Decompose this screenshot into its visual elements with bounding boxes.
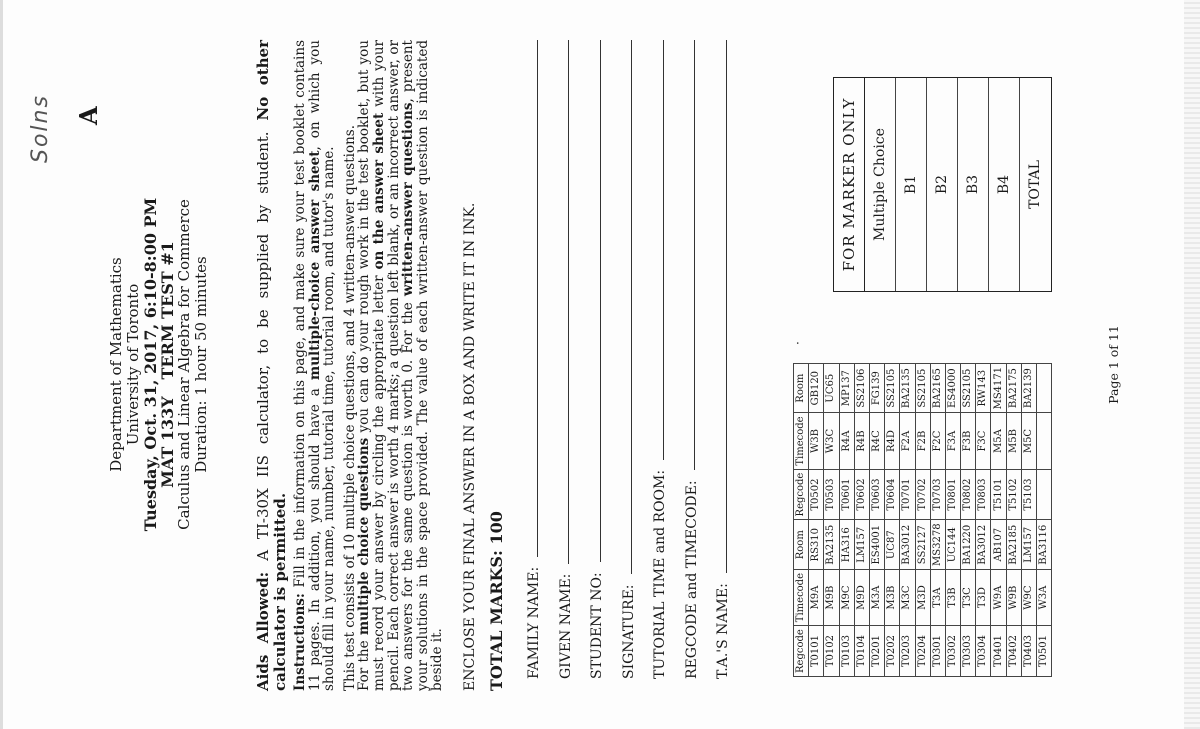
table-row: [915, 363, 930, 676]
table-cell: ES4000: [945, 363, 960, 413]
table-cell: T0701: [900, 469, 915, 520]
total-marks: TOTAL MARKS: 100: [486, 511, 506, 691]
table-row: [885, 363, 900, 676]
table-cell: M3B: [885, 569, 900, 625]
column-header: Room: [794, 363, 809, 413]
table-cell: BA2165: [930, 363, 945, 413]
table-cell: GB120: [809, 363, 824, 413]
table-cell: T0803: [976, 469, 991, 520]
table-row: [1021, 363, 1036, 676]
table-cell: AB107: [991, 520, 1006, 570]
table-cell: BA3012: [900, 520, 915, 570]
table-cell: R4A: [839, 413, 854, 469]
table-cell: R4B: [854, 413, 869, 469]
table-cell: FG139: [869, 363, 884, 413]
structure-bold-3: written-answer questions: [400, 102, 417, 297]
exam-header: [108, 0, 210, 729]
table-cell: T0304: [976, 626, 991, 677]
table-cell: W9A: [991, 569, 1006, 625]
table-cell: [1037, 469, 1052, 520]
table-cell: SS2127: [915, 520, 930, 570]
marker-row-total: TOTAL: [1027, 160, 1043, 209]
table-cell: F3C: [976, 413, 991, 469]
table-cell: BA2139: [1021, 363, 1036, 413]
table-cell: MP137: [839, 363, 854, 413]
column-header: Regcode: [794, 469, 809, 520]
table-cell: T0102: [824, 626, 839, 677]
ta-name-field[interactable]: [699, 40, 731, 691]
table-cell: MS4171: [991, 363, 1006, 413]
student-number-field[interactable]: [573, 40, 605, 691]
column-header: Regcode: [794, 626, 809, 677]
answer-line: [694, 40, 695, 470]
table-cell: M9C: [839, 569, 854, 625]
answer-line: [631, 40, 632, 574]
instructions-label: Instructions:: [292, 593, 308, 691]
aids-bold: No other calculator is permitted.: [254, 40, 289, 691]
table-cell: F3A: [945, 413, 960, 469]
instructions-body: [255, 0, 731, 729]
table-cell: T0203: [900, 626, 915, 677]
table-cell: UC65: [824, 363, 839, 413]
table-cell: BA3116: [1037, 520, 1052, 570]
table-row: [869, 363, 884, 676]
table-row: [991, 363, 1006, 676]
table-cell: M9A: [809, 569, 824, 625]
table-cell: T3D: [976, 569, 991, 625]
marker-row-b2: B2: [927, 78, 958, 291]
marker-row-multiple-choice: Multiple Choice: [865, 78, 896, 291]
table-cell: BA3012: [976, 520, 991, 570]
table-cell: HA316: [839, 520, 854, 570]
table-cell: BA2175: [1006, 363, 1021, 413]
table-cell: T0802: [961, 469, 976, 520]
table-cell: T5101: [991, 469, 1006, 520]
table-row: [976, 363, 991, 676]
table-cell: RW143: [976, 363, 991, 413]
lower-section: [793, 37, 1052, 677]
table-cell: F2C: [930, 413, 945, 469]
table-cell: T0104: [854, 626, 869, 677]
tutorial-time-room-field[interactable]: [636, 40, 668, 691]
structure-text-4: , present your solutions in the space provided. The value of each written-answer question is indicated beside it.: [400, 40, 446, 691]
table-cell: BA2135: [900, 363, 915, 413]
table-row: [930, 363, 945, 676]
table-cell: T0402: [1006, 626, 1021, 677]
page-number: Page 1 of 11: [1106, 325, 1121, 404]
table-cell: M9D: [854, 569, 869, 625]
table-cell: LM157: [1021, 520, 1036, 570]
table-cell: M3A: [869, 569, 884, 625]
table-cell: SS2105: [885, 363, 900, 413]
regcode-timecode-field[interactable]: [668, 40, 700, 691]
table-cell: T3A: [930, 569, 945, 625]
test-structure: [343, 40, 445, 691]
table-cell: M3D: [915, 569, 930, 625]
table-cell: LM157: [854, 520, 869, 570]
table-cell: F2A: [900, 413, 915, 469]
table-cell: [1037, 363, 1052, 413]
table-cell: M3C: [900, 569, 915, 625]
table-cell: M9B: [824, 569, 839, 625]
handwritten-note: Solns: [28, 94, 53, 163]
table-cell: W3B: [809, 413, 824, 469]
table-cell: R4D: [885, 413, 900, 469]
enclose-instruction: ENCLOSE YOUR FINAL ANSWER IN A BOX AND WRITE IT IN INK.: [461, 202, 478, 691]
table-cell: W3C: [824, 413, 839, 469]
answer-line: [726, 40, 727, 573]
table-cell: T0204: [915, 626, 930, 677]
table-cell: R4C: [869, 413, 884, 469]
answer-line: [600, 40, 601, 562]
table-cell: T0302: [945, 626, 960, 677]
field-label: FAMILY NAME:: [526, 566, 543, 679]
field-label: STUDENT NO:: [589, 572, 606, 679]
structure-bold: multiple choice questions: [356, 437, 373, 636]
given-name-field[interactable]: [542, 40, 574, 691]
marker-title: FOR MARKER ONLY: [834, 78, 865, 291]
table-cell: T3C: [961, 569, 976, 625]
table-cell: T0503: [824, 469, 839, 520]
table-cell: [1037, 413, 1052, 469]
table-cell: T0103: [839, 626, 854, 677]
table-cell: T0602: [854, 469, 869, 520]
marker-box: [833, 77, 1052, 292]
table-body: [809, 363, 1052, 676]
table-row: [839, 363, 854, 676]
table-cell: T0303: [961, 626, 976, 677]
structure-text-3: with your pencil. Each correct answer is worth 4 marks; a question left blank, or an incorrect answer, or two answers for the same question is worth 0. For the: [370, 40, 417, 691]
table-cell: T0201: [869, 626, 884, 677]
table-cell: F2B: [915, 413, 930, 469]
table-cell: T5103: [1021, 469, 1036, 520]
duration: Duration: 1 hour 50 minutes: [192, 256, 210, 473]
table-cell: T0703: [930, 469, 945, 520]
table-cell: T0801: [945, 469, 960, 520]
test-title: MAT 133Y TERM TEST #1: [158, 241, 177, 488]
structure-line: This test consists of 10 multiple choice questions, and 4 written-answer questions.: [341, 124, 358, 691]
university: University of Toronto: [124, 283, 142, 446]
department: Department of Mathematics: [107, 257, 125, 472]
table-cell: M5C: [1021, 413, 1036, 469]
table-row: [961, 363, 976, 676]
answer-line: [663, 40, 664, 460]
marker-row-b1: B1: [896, 78, 927, 291]
table-cell: RS310: [809, 520, 824, 570]
table-cell: SS2105: [915, 363, 930, 413]
version-letter: A: [74, 106, 103, 125]
field-label: REGCODE and TIMECODE:: [683, 480, 700, 679]
column-header: Timecode: [794, 413, 809, 469]
table-row: [809, 363, 824, 676]
structure-bold-2: on the answer sheet: [370, 112, 387, 270]
marker-row-b4: B4: [989, 78, 1020, 291]
stray-mark: ·: [791, 341, 805, 345]
table-cell: UC144: [945, 520, 960, 570]
course-name: Calculus and Linear Algebra for Commerce: [175, 199, 193, 530]
table-cell: T0403: [1021, 626, 1036, 677]
table-cell: W9C: [1021, 569, 1036, 625]
table-cell: SS2106: [854, 363, 869, 413]
column-header: Timecode: [794, 569, 809, 625]
field-label: TUTORIAL TIME and ROOM:: [652, 469, 669, 679]
table-cell: BA1220: [961, 520, 976, 570]
instructions-bold: multiple-choice answer sheet: [306, 150, 323, 381]
answer-line: [537, 40, 538, 557]
student-fields: [510, 40, 731, 691]
table-row: [1006, 363, 1021, 676]
table-row: [900, 363, 915, 676]
table-cell: T0601: [839, 469, 854, 520]
table-cell: T0702: [915, 469, 930, 520]
table-cell: T0501: [1037, 626, 1052, 677]
table-cell: T3B: [945, 569, 960, 625]
table-cell: T0202: [885, 626, 900, 677]
table-row: [854, 363, 869, 676]
aids-label: Aids Allowed:: [254, 571, 272, 691]
instructions-text: Fill in the information on this page, and make sure your test booklet contains 11 pages. In addition, you should have a: [292, 40, 323, 691]
table-cell: MS3278: [930, 520, 945, 570]
table-cell: T0603: [869, 469, 884, 520]
table-cell: M5B: [1006, 413, 1021, 469]
table-cell: SS2105: [961, 363, 976, 413]
marker-row-b3: B3: [958, 78, 989, 291]
table-row: [1037, 363, 1052, 676]
aids-text: A TI-30X IIS calculator, to be supplied by student.: [254, 120, 272, 572]
field-label: T.A.'S NAME:: [715, 583, 732, 679]
instructions: [293, 40, 337, 691]
table-cell: ES4001: [869, 520, 884, 570]
table-cell: UC87: [885, 520, 900, 570]
structure-text-2: you can do your rough work in the test booklet, but you must record your answer by circling the appropriate letter: [356, 39, 387, 691]
table-cell: T0604: [885, 469, 900, 520]
table-cell: BA2185: [1006, 520, 1021, 570]
table-cell: T0502: [809, 469, 824, 520]
column-header: Room: [794, 520, 809, 570]
table-row: [945, 363, 960, 676]
table-header-row: [794, 363, 809, 676]
table-cell: W3A: [1037, 569, 1052, 625]
table-cell: T0401: [991, 626, 1006, 677]
table-cell: BA2135: [824, 520, 839, 570]
field-label: SIGNATURE:: [620, 584, 637, 679]
table-cell: W9B: [1006, 569, 1021, 625]
table-cell: F3B: [961, 413, 976, 469]
regcode-table: [793, 363, 1052, 677]
table-row: [824, 363, 839, 676]
answer-line: [568, 40, 569, 564]
aids-allowed: [255, 40, 289, 691]
table-cell: T0101: [809, 626, 824, 677]
family-name-field[interactable]: [510, 40, 542, 691]
table-cell: T0301: [930, 626, 945, 677]
date-line: Tuesday, Oct. 31, 2017, 6:10-8:00 PM: [141, 197, 160, 532]
table-cell: T5102: [1006, 469, 1021, 520]
field-label: GIVEN NAME:: [557, 573, 574, 679]
table-cell: M5A: [991, 413, 1006, 469]
structure-text: For the: [356, 635, 373, 691]
signature-field[interactable]: [605, 40, 637, 691]
instructions-text-2: , on which you should fill in your name, number, tutorial time, tutorial room, and tutor's name.: [306, 40, 338, 691]
